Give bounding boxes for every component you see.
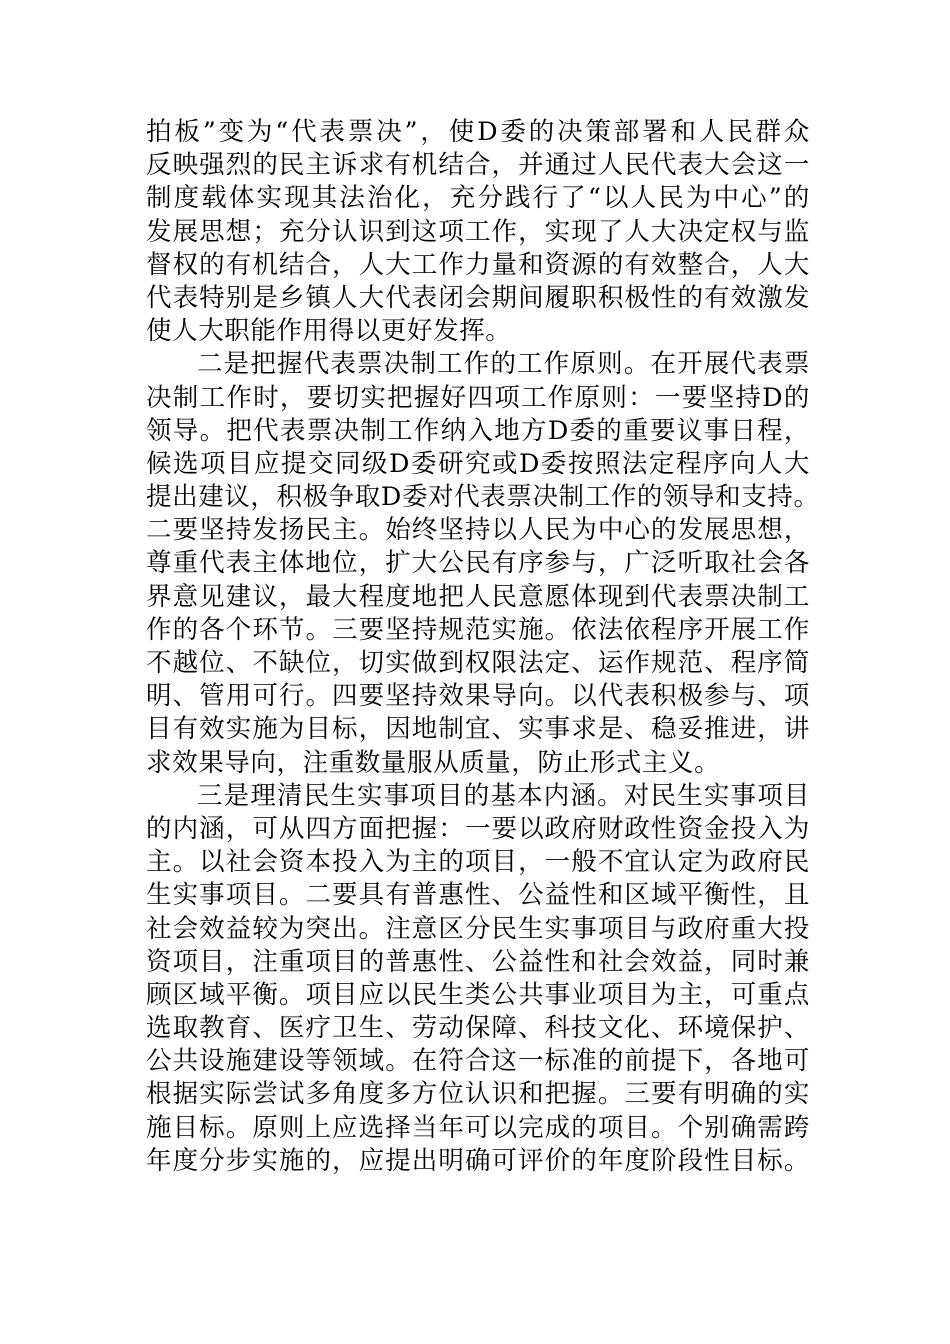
text-line: 督权的有机结合，人大工作力量和资源的有效整合，人大 (146, 249, 810, 280)
text-line: 领导。把代表票决制工作纳入地方D委的重要议事日程， (146, 415, 810, 446)
text-line: 代表特别是乡镇人大代表闭会期间履职积极性的有效激发 (146, 282, 810, 313)
text-line: 资项目，注重项目的普惠性、公益性和社会效益，同时兼 (146, 946, 810, 977)
text-line: 的内涵，可从四方面把握：一要以政府财政性资金投入为 (146, 813, 810, 844)
text-line: 主。以社会资本投入为主的项目，一般不宜认定为政府民 (146, 847, 810, 878)
text-line: 制度载体实现其法治化，充分践行了“以人民为中心”的 (146, 183, 810, 214)
text-line: 生实事项目。二要具有普惠性、公益性和区域平衡性，且 (146, 880, 810, 911)
body-text (146, 116, 820, 1178)
text-line: 拍板”变为“代表票决”，使D委的决策部署和人民群众 (146, 117, 810, 147)
text-line: 明、管用可行。四要坚持效果导向。以代表积极参与、项 (146, 681, 810, 712)
text-line: 选取教育、医疗卫生、劳动保障、科技文化、环境保护、 (146, 1013, 810, 1044)
text-line: 反映强烈的民主诉求有机结合，并通过人民代表大会这一 (146, 150, 810, 181)
text-line: 公共设施建设等领域。在符合这一标准的前提下，各地可 (146, 1046, 810, 1077)
text-line: 三是理清民生实事项目的基本内涵。对民生实事项目 (197, 780, 810, 811)
text-line: 年度分步实施的，应提出明确可评价的年度阶段性目标。 (146, 1145, 810, 1176)
paragraph-p1 (146, 348, 820, 779)
text-line: 二是把握代表票决制工作的工作原则。在开展代表票 (197, 349, 810, 380)
text-line: 二要坚持发扬民主。始终坚持以人民为中心的发展思想， (146, 515, 810, 546)
text-line: 发展思想；充分认识到这项工作，实现了人大决定权与监 (146, 216, 810, 247)
text-line: 求效果导向，注重数量服从质量，防止形式主义。 (146, 747, 721, 778)
text-line: 社会效益较为突出。注意区分民生实事项目与政府重大投 (146, 913, 810, 944)
text-line: 尊重代表主体地位，扩大公民有序参与，广泛听取社会各 (146, 548, 810, 579)
text-line: 顾区域平衡。项目应以民生类公共事业项目为主，可重点 (146, 979, 810, 1010)
text-line: 决制工作时，要切实把握好四项工作原则：一要坚持D的 (146, 382, 810, 413)
text-line: 提出建议，积极争取D委对代表票决制工作的领导和支持。 (146, 482, 820, 513)
paragraph-p0 (146, 116, 810, 348)
text-line: 界意见建议，最大程度地把人民意愿体现到代表票决制工 (146, 581, 810, 612)
text-line: 候选项目应提交同级D委研究或D委按照法定程序向人大 (146, 448, 810, 479)
text-line: 施目标。原则上应选择当年可以完成的项目。个别确需跨 (146, 1112, 810, 1143)
paragraph-p2 (146, 780, 810, 1178)
text-line: 不越位、不缺位，切实做到权限法定、运作规范、程序简 (146, 648, 810, 678)
text-line: 使人大职能作用得以更好发挥。 (146, 316, 512, 347)
text-line: 作的各个环节。三要坚持规范实施。依法依程序开展工作 (146, 614, 810, 645)
text-line: 根据实际尝试多角度多方位认识和把握。三要有明确的实 (146, 1079, 810, 1110)
text-line: 目有效实施为目标，因地制宜、实事求是、稳妥推进，讲 (146, 714, 810, 745)
